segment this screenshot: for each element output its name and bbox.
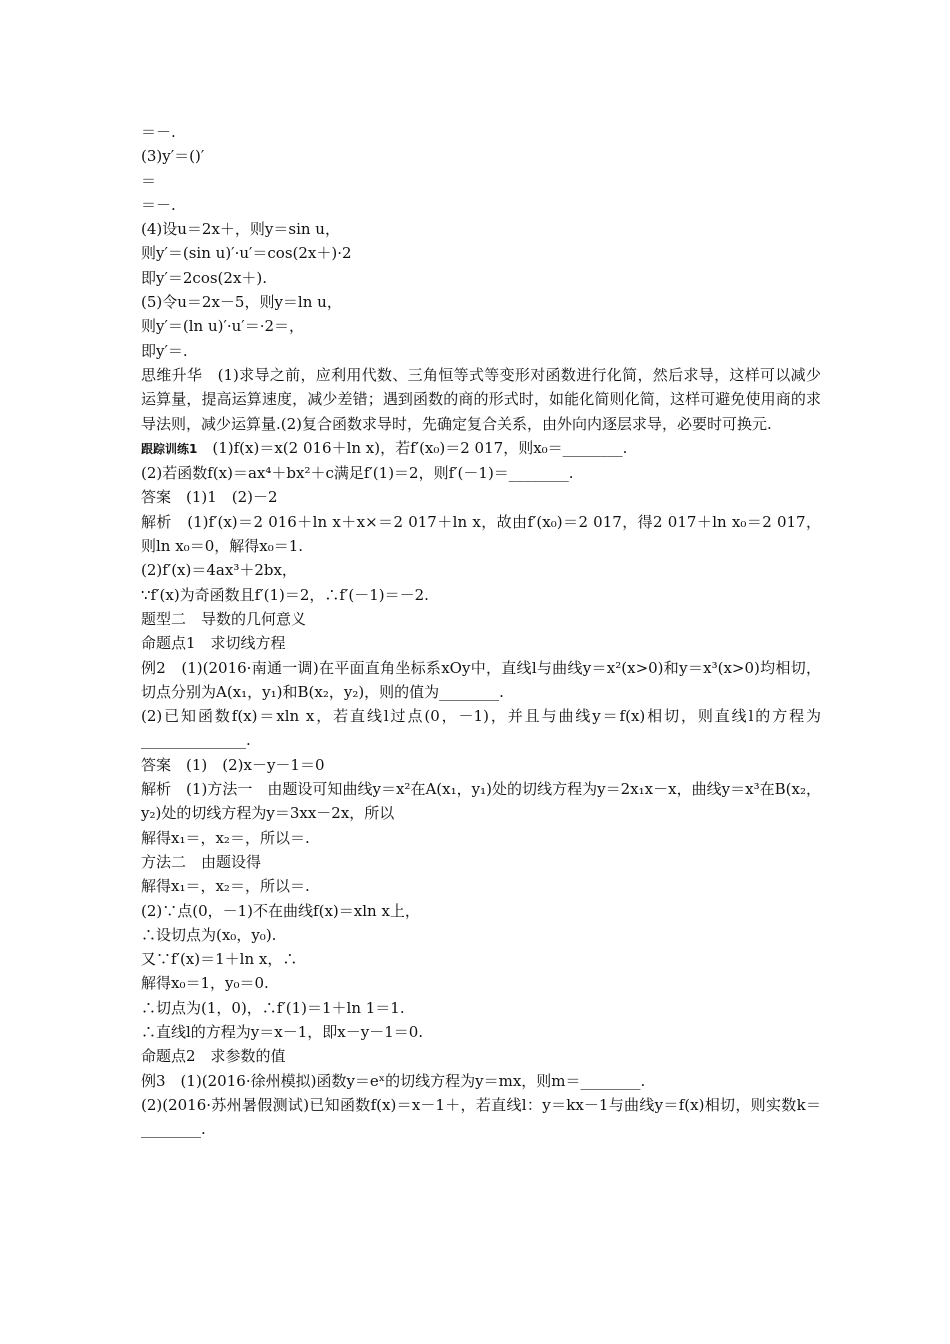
training-tag: 跟踪训练1: [141, 441, 198, 456]
answer-line: 答案 (1) (2)x－y－1＝0: [141, 755, 325, 774]
example-question: (2)(2016·苏州暑假测试)已知函数f(x)＝x－1＋，若直线l：y＝kx－1与曲线y＝f(x)相切，则实数k＝________.: [141, 1095, 821, 1139]
text-line: (4)设u＝2x＋，则y＝sin u，: [141, 220, 340, 239]
thinking-summary: 思维升华 (1)求导之前，应利用代数、三角恒等式等变形对函数进行化简，然后求导，这样可以减少运算量，提高运算速度，减少差错；遇到函数的商的形式时，如能化简则化简，这样可避免使用商的求导法则，减少运算量.(2)复合函数求导时，先确定复合关系，由外向内逐层求导，必要时可换元.: [141, 365, 821, 433]
example-question: (2)已知函数f(x)＝xln x，若直线l过点(0，－1)，并且与曲线y＝f(x)相切，则直线l的方程为______________.: [141, 707, 821, 750]
text-line: (5)令u＝2x－5，则y＝ln u，: [141, 293, 342, 312]
answer-line: 答案 (1)1 (2)－2: [141, 488, 278, 507]
text-line: ＝: [141, 171, 157, 190]
example-question: 例3 (1)(2016·徐州模拟)函数y＝eˣ的切线方程为y＝mx，则m＝________.: [141, 1071, 646, 1090]
text-line: 解得x₁＝，x₂＝，所以＝.: [141, 877, 310, 896]
text-line: 则y′＝(sin u)′·u′＝cos(2x＋)·2: [141, 244, 352, 263]
text-line: (2)若函数f(x)＝ax⁴＋bx²＋c满足f′(1)＝2，则f′(－1)＝________.: [141, 464, 574, 483]
text-line: 解得x₀＝1，y₀＝0.: [141, 974, 269, 993]
text-line: ∵f′(x)为奇函数且f′(1)＝2，∴f′(－1)＝－2.: [141, 585, 429, 604]
text-line: ＝－.: [141, 195, 176, 214]
training-question-1: [141, 436, 821, 461]
text-line: ∴设切点为(x₀，y₀).: [141, 925, 277, 944]
example-question: 例2 (1)(2016·南通一调)在平面直角坐标系xOy中，直线l与曲线y＝x²(x>0)和y＝x³(x>0)均相切，切点分别为A(x₁，y₁)和B(x₂，y₂)，则的值为________.: [141, 658, 821, 701]
analysis-paragraph: 解析 (1)方法一 由题设可知曲线y＝x²在A(x₁，y₁)处的切线方程为y＝2x₁x－x，曲线y＝x³在B(x₂，y₂)处的切线方程为y＝3xx－2x，所以: [141, 780, 821, 823]
text-line: (3)y′＝()′: [141, 147, 205, 166]
section-heading: 题型二 导数的几何意义: [141, 609, 307, 628]
text-line: 解得x₁＝，x₂＝，所以＝.: [141, 828, 310, 847]
subsection-heading: 命题点1 求切线方程: [141, 634, 286, 653]
text-line: ∴切点为(1，0)，∴f′(1)＝1＋ln 1＝1.: [141, 998, 405, 1017]
text-line: 又∵f′(x)＝1＋ln x，∴: [141, 950, 298, 969]
text-line: ＝－.: [141, 123, 176, 141]
document-page: [141, 120, 821, 1141]
text-line: 方法二 由题设得: [141, 852, 262, 871]
training-q1-text: (1)f(x)＝x(2 016＋ln x)，若f′(x₀)＝2 017，则x₀＝________.: [197, 438, 628, 457]
text-line: 则y′＝(ln u)′·u′＝·2＝，: [141, 317, 305, 336]
analysis-paragraph: 解析 (1)f′(x)＝2 016＋ln x＋x×＝2 017＋ln x，故由f′(x₀)＝2 017，得2 017＋ln x₀＝2 017，则ln x₀＝0，解得x₀＝1.: [141, 512, 821, 556]
subsection-heading: 命题点2 求参数的值: [141, 1047, 286, 1066]
text-line: (2)∵点(0，－1)不在曲线f(x)＝xln x上，: [141, 901, 420, 920]
text-line: 即y′＝2cos(2x＋).: [141, 268, 268, 287]
text-line: (2)f′(x)＝4ax³＋2bx，: [141, 561, 297, 580]
text-line: 即y′＝.: [141, 341, 188, 360]
text-line: ∴直线l的方程为y＝x－1，即x－y－1＝0.: [141, 1022, 424, 1041]
